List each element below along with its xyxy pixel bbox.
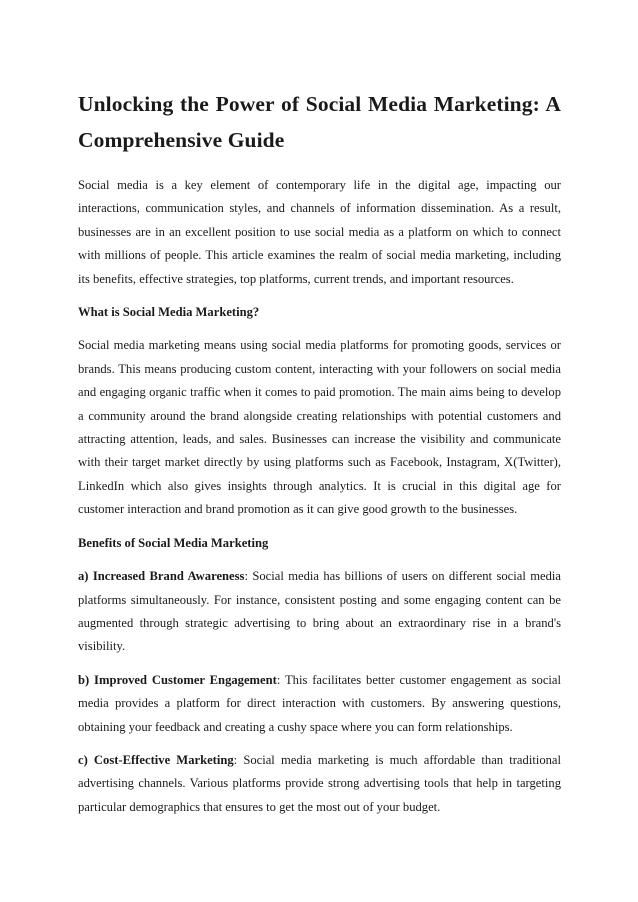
benefit-item <box>78 565 561 659</box>
benefit-text: : Social media has billions of users on different social media platforms simultaneously. For instance, consistent posting and some engaging content can be augmented through strategic advertising to bring about an extraordinary rise in a brand's visibility. <box>78 569 561 654</box>
document-title: Unlocking the Power of Social Media Marketing: A Comprehensive Guide <box>78 92 561 152</box>
section-heading-what-is-smm: What is Social Media Marketing? <box>78 305 260 320</box>
benefit-label: c) Cost-Effective Marketing <box>78 752 234 767</box>
benefit-text: : Social media marketing is much affordable than traditional advertising channels. Various platforms provide strong advertising tools that help in targeting particular demographics that ensures to get the most out of your budget. <box>78 752 561 814</box>
benefit-item <box>78 749 561 819</box>
benefit-label: b) Improved Customer Engagement <box>78 672 277 687</box>
section-heading-benefits: Benefits of Social Media Marketing <box>78 535 269 550</box>
benefit-text: : This facilitates better customer engagement as social media provides a platform for direct interaction with customers. By answering questions, obtaining your feedback and creating a cushy space where you can form relationships. <box>78 672 562 734</box>
intro-paragraph: Social media is a key element of contemporary life in the digital age, impacting our interactions, communication styles, and channels of information dissemination. As a result, businesses are in an excellent position to use social media as a platform on which to connect with millions of people. This article examines the realm of social media marketing, including its benefits, effective strategies, top platforms, current trends, and important resources. <box>78 178 561 286</box>
section-body-what-is-smm: Social media marketing means using social media platforms for promoting goods, services or brands. This means producing custom content, interacting with your followers on social media and engaging organic traffic when it comes to paid promotion. The main aims being to develop a community around the brand alongside creating relationships with potential customers and attracting attention, leads, and sales. Businesses can increase the visibility and communicate with their target market directly by using platforms such as Facebook, Instagram, X(Twitter), LinkedIn which also gives insights through analytics. It is crucial in this digital age for customer interaction and brand promotion as it can give good growth to the businesses. <box>78 338 561 517</box>
benefit-item <box>78 669 561 739</box>
benefit-label: a) Increased Brand Awareness <box>78 569 245 584</box>
document-page <box>78 86 561 829</box>
